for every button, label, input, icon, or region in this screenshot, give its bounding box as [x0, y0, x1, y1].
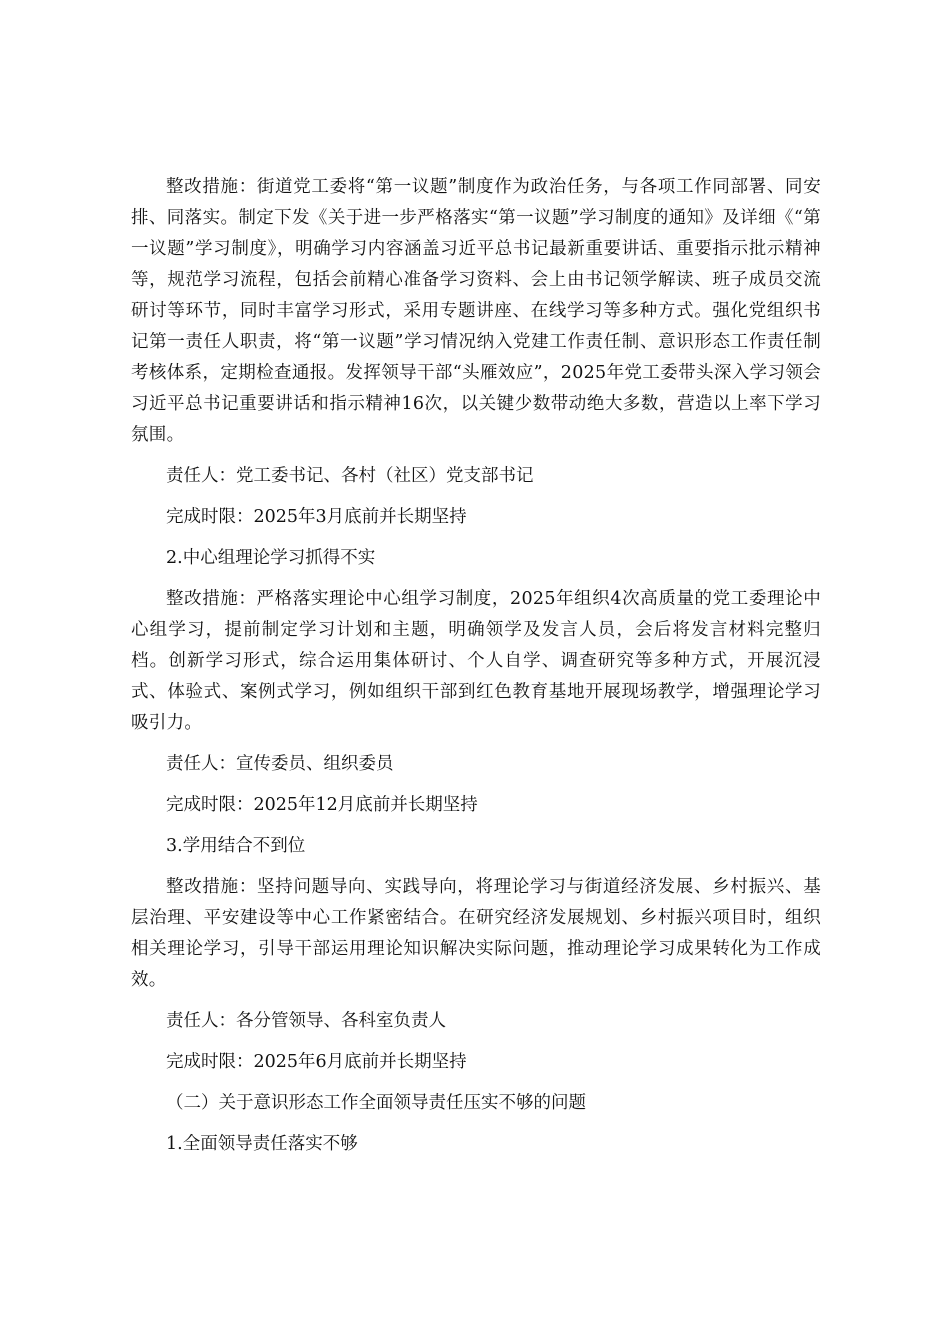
deadline-line: 完成时限：2025年6月底前并长期坚持 [166, 1052, 467, 1072]
deadline-line: 完成时限：2025年12月底前并长期坚持 [166, 795, 478, 815]
responsible-person-line: 责任人：各分管领导、各科室负责人 [166, 1011, 446, 1031]
responsible-person-line: 责任人：宣传委员、组织委员 [166, 754, 394, 774]
paragraph-rectification-first-topic: 整改措施：街道党工委将“第一议题”制度作为政治任务，与各项工作同部署、同安排、同落实。制定下发《关于进一步严格落实“第一议题”学习制度的通知》及详细《“第一议题”学习制度》，明确学习内容涵盖习近平总书记最新重要讲话、重要指示批示精神等，规范学习流程，包括会前精心准备学习资料、会上由书记领学解读、班子成员交流研讨等环节，同时丰富学习形式，采用专题讲座、在线学习等多种方式。强化党组织书记第一责任人职责，将“第一议题”学习情况纳入党建工作责任制、意识形态工作责任制考核体系，定期检查通报。发挥领导干部“头雁效应”，2025年党工委带头深入学习领会习近平总书记重要讲话和指示精神16次，以关键少数带动绝大多数，营造以上率下学习氛围。 [131, 177, 821, 445]
responsible-person-line: 责任人：党工委书记、各村（社区）党支部书记 [166, 466, 534, 486]
section-heading: 3.学用结合不到位 [166, 836, 306, 856]
section-heading: 2.中心组理论学习抓得不实 [166, 548, 376, 568]
document-body [131, 172, 821, 1170]
chapter-heading: （二）关于意识形态工作全面领导责任压实不够的问题 [166, 1093, 586, 1113]
deadline-line: 完成时限：2025年3月底前并长期坚持 [166, 507, 467, 527]
paragraph-rectification-theory-group: 整改措施：严格落实理论中心组学习制度，2025年组织4次高质量的党工委理论中心组学习，提前制定学习计划和主题，明确领学及发言人员，会后将发言材料完整归档。创新学习形式，综合运用集体研讨、个人自学、调查研究等多种方式，开展沉浸式、体验式、案例式学习，例如组织干部到红色教育基地开展现场教学，增强理论学习吸引力。 [131, 589, 821, 733]
paragraph-rectification-study-application: 整改措施：坚持问题导向、实践导向，将理论学习与街道经济发展、乡村振兴、基层治理、平安建设等中心工作紧密结合。在研究经济发展规划、乡村振兴项目时，组织相关理论学习，引导干部运用理论知识解决实际问题，推动理论学习成果转化为工作成效。 [131, 877, 821, 990]
section-heading: 1.全面领导责任落实不够 [166, 1134, 358, 1154]
